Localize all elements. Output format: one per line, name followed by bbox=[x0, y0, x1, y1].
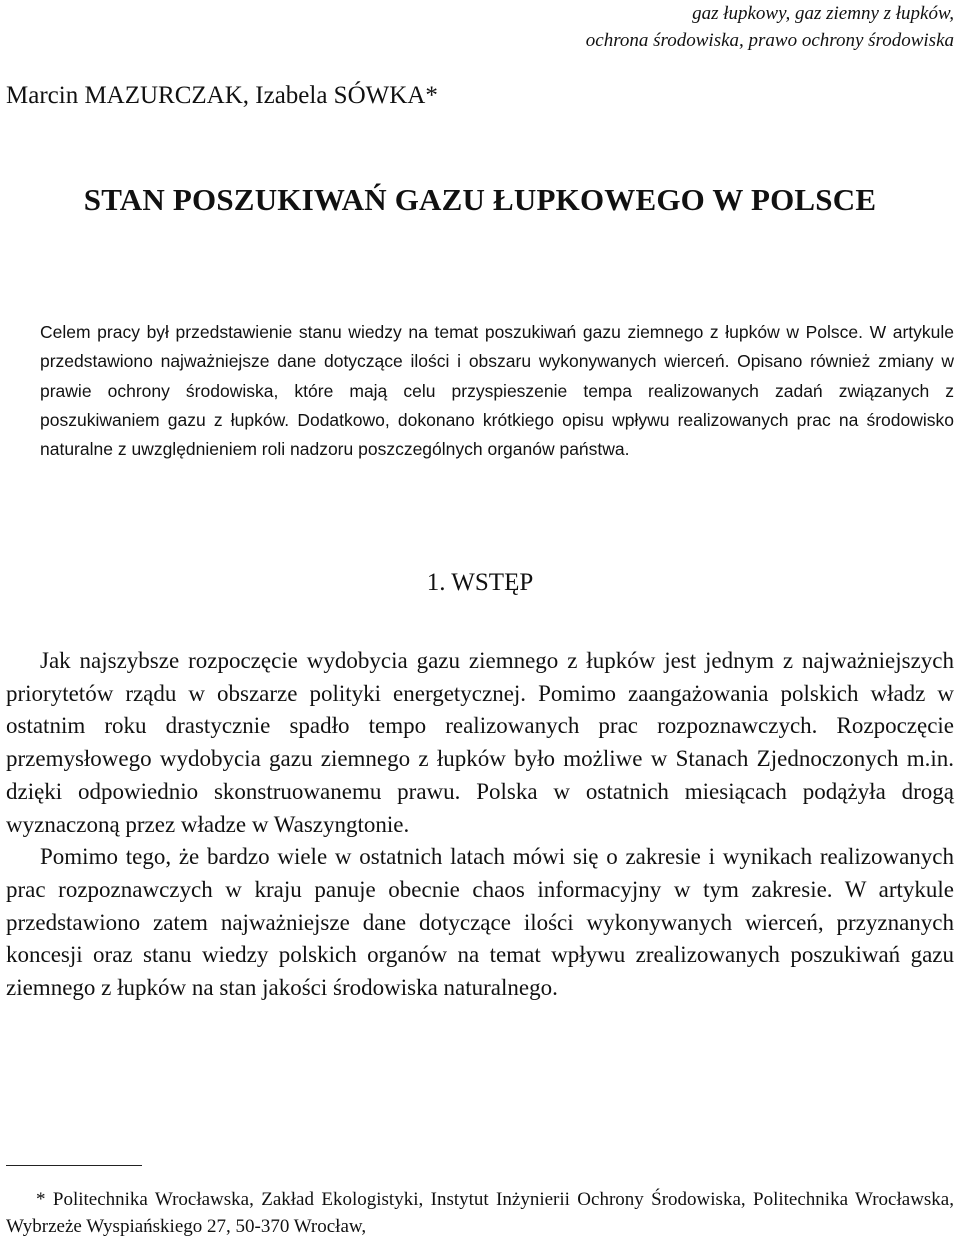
paper-title: STAN POSZUKIWAŃ GAZU ŁUPKOWEGO W POLSCE bbox=[83, 182, 877, 217]
abstract: Celem pracy był przedstawienie stanu wiedzy na temat poszukiwań gazu ziemnego z łupków w Polsce. W artykule przedstawiono najważniejsze dane dotyczące ilości i obszaru wykonywanych wierceń. Opisano również zmiany w prawie ochrony środowiska, które mają celu przyspieszenie tempa realizowanych zadań związanych z poszukiwaniem gazu z łupków. Dodatkowo, dokonano krótkiego opisu wpływu realizowanych prac na środowisko naturalne z uwzględnieniem roli nadzoru poszczególnych organów państwa. bbox=[40, 322, 954, 460]
keywords-line-1: gaz łupkowy, gaz ziemny z łupków, bbox=[692, 3, 954, 24]
footnote: * Politechnika Wrocławska, Zakład Ekologistyki, Instytut Inżynierii Ochrony Środowiska, Politechnika Wrocławska, Wybrzeże Wyspiańskiego 27, 50-370 Wrocław, bbox=[6, 1189, 954, 1237]
section-heading: 1. WSTĘP bbox=[426, 569, 534, 596]
body-paragraph: Pomimo tego, że bardzo wiele w ostatnich latach mówi się o zakresie i wynikach realizowanych prac rozpoznawczych w kraju panuje obecnie chaos informacyjny w tym zakresie. W artykule przedstawiono zatem najważniejsze dane dotyczące ilości wykonywanych wierceń, przyznanych koncesji oraz stanu wiedzy polskich organów na temat wpływu zrealizowanych poszukiwań gazu ziemnego z łupków na stan jakości środowiska naturalnego. bbox=[6, 844, 954, 1001]
section-body bbox=[6, 645, 954, 1005]
keywords bbox=[254, 0, 954, 54]
body-paragraph: Jak najszybsze rozpoczęcie wydobycia gazu ziemnego z łupków jest jednym z najważniejszych priorytetów rządu w obszarze polityki energetycznej. Pomimo zaangażowania polskich władz w ostatnim roku drastycznie spadło tempo realizowanych prac rozpoznawczych. Rozpoczęcie przemysłowego wydobycia gazu ziemnego z łupków było możliwe w Stanach Zjednoczonych m.in. dzięki odpowiednio skonstruowanemu prawu. Polska w ostatnich miesiącach podążyła drogą wyznaczoną przez władze w Waszyngtonie. bbox=[6, 648, 954, 837]
authors: Marcin MAZURCZAK, Izabela SÓWKA* bbox=[6, 82, 438, 109]
keywords-line-2: ochrona środowiska, prawo ochrony środowiska bbox=[585, 30, 954, 51]
footnote-divider bbox=[6, 1165, 142, 1166]
